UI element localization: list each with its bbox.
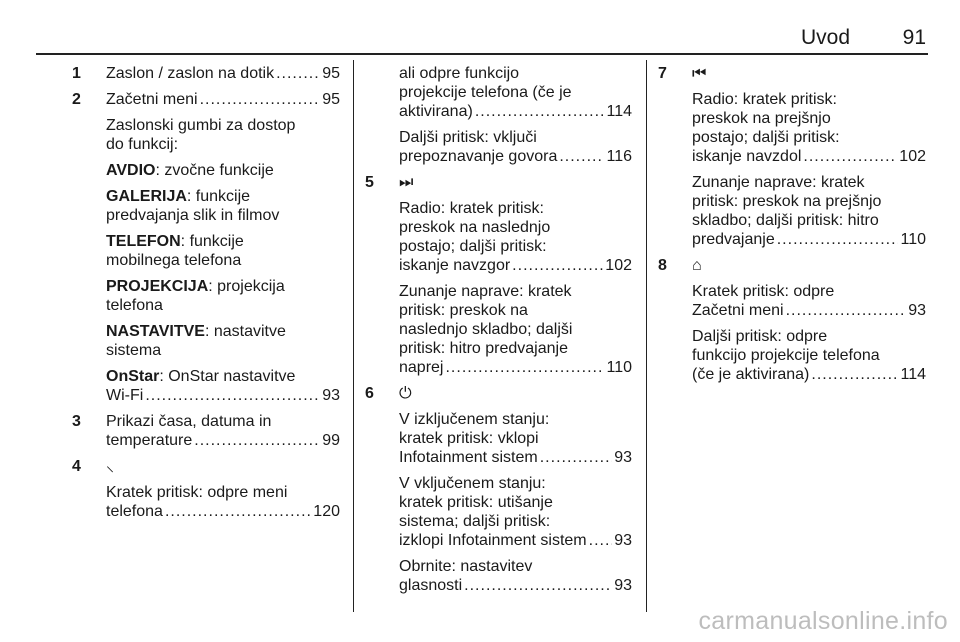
- entry-text: glasnosti: [399, 577, 463, 594]
- column-1: [72, 64, 340, 528]
- projekcija-entry: [106, 277, 340, 315]
- entry-text: iskanje navzgor: [399, 257, 511, 274]
- text-line: sistema: [106, 342, 162, 359]
- nastavitve-entry: [106, 322, 340, 360]
- text-line: Daljši pritisk: vključi: [399, 129, 537, 146]
- page-ref[interactable]: 116: [606, 148, 632, 165]
- item-4: [72, 457, 340, 521]
- page-ref[interactable]: 114: [606, 103, 632, 120]
- leader-dots: [200, 90, 321, 109]
- entry-text: aktivirana): [399, 103, 473, 120]
- page-ref[interactable]: 102: [605, 257, 632, 274]
- leader-dots: [145, 386, 320, 405]
- entry-text: Zaslon / zaslon na dotik: [106, 65, 275, 82]
- entry-text: prepoznavanje govora: [399, 148, 558, 165]
- leader-dots: [194, 431, 320, 450]
- text-line: Daljši pritisk: odpre: [692, 328, 828, 345]
- page-ref[interactable]: 95: [322, 91, 340, 108]
- item-number: 6: [365, 385, 374, 402]
- page-ref[interactable]: 120: [313, 503, 340, 520]
- column-2: [365, 64, 632, 602]
- entry-text: Začetni meni: [692, 302, 784, 319]
- text-line: predvajanja slik in filmov: [106, 207, 280, 224]
- page-number: 91: [902, 26, 926, 49]
- item-number: 3: [72, 413, 81, 430]
- leader-dots: [512, 256, 603, 275]
- power-icon: ⏻: [399, 385, 412, 402]
- column-divider-1: [353, 60, 354, 612]
- leader-dots: [811, 365, 898, 384]
- text-line: Prikazi časa, datuma in: [106, 413, 272, 430]
- text-line: Zaslonski gumbi za dostop: [106, 117, 296, 134]
- item-1: [72, 64, 340, 83]
- item-3: [72, 412, 340, 450]
- text-line: V vključenem stanju:: [399, 475, 546, 492]
- entry-text: izklopi Infotainment sistem: [399, 532, 587, 549]
- text-line: Kratek pritisk: odpre: [692, 283, 835, 300]
- text-line: V izključenem stanju:: [399, 411, 550, 428]
- button-name: GALERIJA: [106, 188, 187, 205]
- watermark: carmanualsonline.info: [698, 607, 948, 635]
- leader-dots: [777, 230, 899, 249]
- entry-text: predvajanje: [692, 231, 775, 248]
- text-line: Kratek pritisk: odpre meni: [106, 484, 288, 501]
- leader-dots: [540, 448, 612, 467]
- item-number: 8: [658, 257, 667, 274]
- item-5: [365, 173, 632, 377]
- leader-dots: [165, 502, 311, 521]
- item-2: [72, 90, 340, 405]
- item-7: [658, 64, 926, 249]
- text-line: telefona: [106, 297, 163, 314]
- entry-text: (če je aktivirana): [692, 366, 810, 383]
- leader-dots: [464, 576, 612, 595]
- page-header: [36, 26, 928, 52]
- item-8: [658, 256, 926, 384]
- text-line: do funkcij:: [106, 136, 179, 153]
- entry-text: Infotainment sistem: [399, 449, 538, 466]
- button-name: PROJEKCIJA: [106, 278, 209, 295]
- telefon-entry: [106, 232, 340, 270]
- next-track-icon: ⏭: [399, 174, 414, 191]
- button-name: TELEFON: [106, 233, 181, 250]
- text-line: pritisk: hitro predvajanje: [399, 340, 568, 357]
- text-line: preskok na naslednjo: [399, 219, 551, 236]
- page-ref[interactable]: 110: [900, 231, 926, 248]
- text-line: pritisk: preskok na prejšnjo: [692, 193, 882, 210]
- column-3: [658, 64, 926, 391]
- entry-text: temperature: [106, 432, 193, 449]
- leader-dots: [589, 531, 613, 550]
- text-line: Obrnite: nastavitev: [399, 558, 533, 575]
- leader-dots: [559, 147, 604, 166]
- page-ref[interactable]: 93: [614, 577, 632, 594]
- item-number: 5: [365, 174, 374, 191]
- avdio-entry: [106, 161, 340, 180]
- text-line: postajo; daljši pritisk:: [399, 238, 547, 255]
- button-name: NASTAVITVE: [106, 323, 205, 340]
- leader-dots: [786, 301, 907, 320]
- text-line: projekcije telefona (če je: [399, 84, 572, 101]
- button-description: : zvočne funkcije: [155, 162, 274, 179]
- text-line: preskok na prejšnjo: [692, 110, 831, 127]
- item-number: 2: [72, 91, 81, 108]
- entry-text: Začetni meni: [106, 91, 198, 108]
- page-ref[interactable]: 110: [606, 359, 632, 376]
- page-ref[interactable]: 93: [614, 532, 632, 549]
- text-line: skladbo; daljši pritisk: hitro: [692, 212, 879, 229]
- page-ref[interactable]: 102: [899, 148, 926, 165]
- page-title: Uvod: [800, 26, 850, 49]
- button-name: OnStar: [106, 368, 160, 385]
- button-description: : funkcije: [180, 233, 244, 250]
- entry-text: Wi-Fi: [106, 387, 144, 404]
- phone-icon: ⸜: [106, 458, 115, 475]
- item-number: 1: [72, 65, 81, 82]
- leader-dots: [445, 358, 604, 377]
- page-ref[interactable]: 95: [322, 65, 340, 82]
- page-ref[interactable]: 93: [908, 302, 926, 319]
- text-line: ali odpre funkcijo: [399, 65, 520, 82]
- text-line: Radio: kratek pritisk:: [692, 91, 837, 108]
- header-rule: [36, 53, 928, 55]
- item-6: [365, 384, 632, 595]
- entry-text: naprej: [399, 359, 444, 376]
- button-description: : nastavitve: [204, 323, 286, 340]
- text-line: mobilnega telefona: [106, 252, 242, 269]
- button-description: : OnStar nastavitve: [159, 368, 296, 385]
- text-line: sistema; daljši pritisk:: [399, 513, 551, 530]
- column-divider-2: [646, 60, 647, 612]
- text-line: Radio: kratek pritisk:: [399, 200, 544, 217]
- item-number: 4: [72, 458, 81, 475]
- leader-dots: [803, 147, 897, 166]
- item-4-continued: [365, 64, 632, 166]
- intro-text: [106, 116, 340, 154]
- onstar-entry: [106, 367, 340, 405]
- previous-track-icon: ⏮: [692, 65, 707, 82]
- text-line: naslednjo skladbo; daljši: [399, 321, 573, 338]
- item-number: 7: [658, 65, 667, 82]
- text-line: pritisk: preskok na: [399, 302, 528, 319]
- button-description: : funkcije: [186, 188, 251, 205]
- leader-dots: [276, 64, 320, 83]
- home-icon: ⌂: [692, 257, 702, 274]
- button-description: : projekcija: [208, 278, 285, 295]
- entry-text: iskanje navzdol: [692, 148, 802, 165]
- text-line: kratek pritisk: vklopi: [399, 430, 539, 447]
- text-line: Zunanje naprave: kratek: [399, 283, 572, 300]
- leader-dots: [475, 102, 605, 121]
- text-line: Zunanje naprave: kratek: [692, 174, 865, 191]
- page-ref[interactable]: 114: [900, 366, 926, 383]
- text-line: postajo; daljši pritisk:: [692, 129, 840, 146]
- page-ref[interactable]: 93: [614, 449, 632, 466]
- text-line: kratek pritisk: utišanje: [399, 494, 553, 511]
- text-line: funkcijo projekcije telefona: [692, 347, 880, 364]
- button-name: AVDIO: [106, 162, 156, 179]
- entry-text: telefona: [106, 503, 163, 520]
- galerija-entry: [106, 187, 340, 225]
- page-ref[interactable]: 99: [322, 432, 340, 449]
- page-ref[interactable]: 93: [322, 387, 340, 404]
